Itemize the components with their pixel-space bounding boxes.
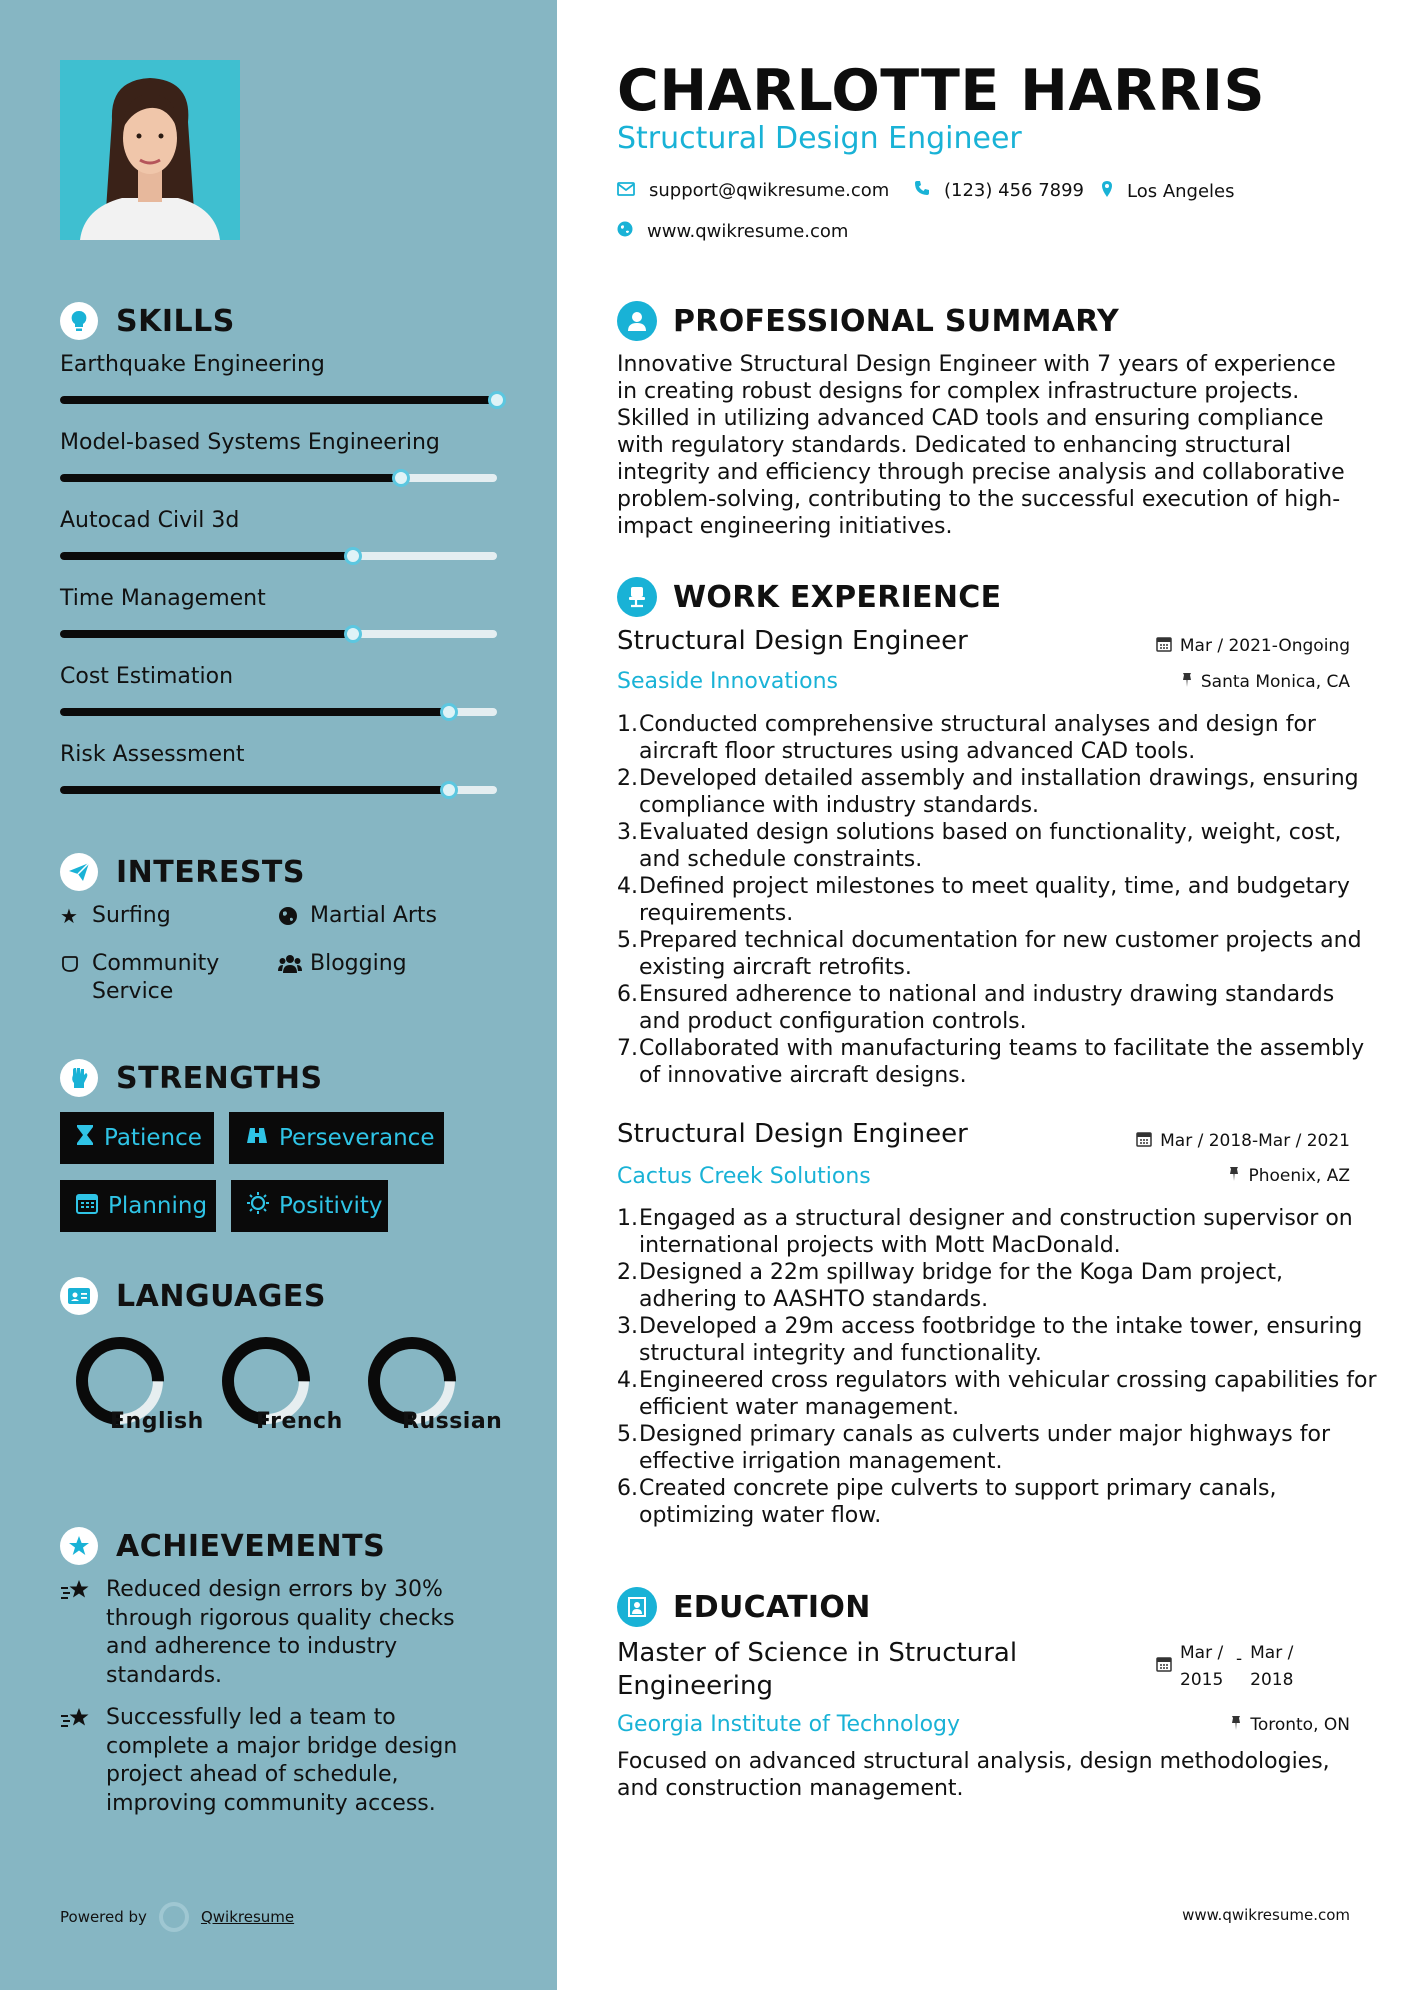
duty-number: 5. — [617, 928, 638, 953]
job-title: Structural Design Engineer — [617, 626, 968, 656]
education-start: Mar / 2015 — [1180, 1643, 1224, 1690]
job-dates — [1136, 1131, 1350, 1151]
sidebar — [0, 0, 557, 1990]
skill-level-knob — [440, 781, 458, 799]
education-location — [1230, 1715, 1350, 1735]
achievement-text: Reduced design errors by 30% through rigorous quality checks and adherence to industry standards. — [106, 1577, 455, 1688]
strengths-title: STRENGTHS — [116, 1060, 323, 1096]
powered-by-label: Powered by — [60, 1908, 147, 1926]
sun-icon — [247, 1192, 269, 1220]
job-duties — [617, 1205, 1377, 1529]
duty-item — [617, 1205, 1377, 1259]
duty-item — [617, 1259, 1377, 1313]
skill-label: Earthquake Engineering — [60, 352, 325, 377]
phone-icon — [914, 180, 930, 201]
degree-title: Master of Science in Structural Engineering — [617, 1638, 1018, 1701]
interest-label: Blogging — [310, 951, 407, 976]
skill-label: Model-based Systems Engineering — [60, 430, 440, 455]
qwikresume-logo — [159, 1902, 189, 1932]
pushpin-icon — [1181, 672, 1193, 692]
duty-number: 4. — [617, 874, 638, 899]
education-heading — [617, 1587, 871, 1627]
email-text: support@qwikresume.com — [649, 180, 890, 201]
duty-text: Prepared technical documentation for new customer projects and existing aircraft retrofits. — [639, 928, 1362, 980]
star-icon: ★ — [60, 904, 78, 928]
education-text: Focused on advanced structural analysis, design methodologies, and construction management. — [617, 1749, 1330, 1801]
skill-item — [60, 352, 500, 377]
interest-item — [60, 950, 242, 1006]
main-content — [557, 0, 1407, 1990]
education-school: Georgia Institute of Technology — [617, 1712, 961, 1737]
language-label: Russian — [402, 1409, 503, 1434]
job-duties — [617, 711, 1377, 1089]
hourglass-icon — [76, 1124, 94, 1152]
strength-label: Positivity — [279, 1193, 383, 1219]
duty-text: Designed a 22m spillway bridge for the Koga Dam project, adhering to AASHTO standards. — [639, 1260, 1283, 1312]
job-location-text: Phoenix, AZ — [1248, 1166, 1350, 1186]
pushpin-icon — [1230, 1715, 1242, 1735]
strength-badge — [231, 1180, 388, 1232]
summary-title: PROFESSIONAL SUMMARY — [673, 303, 1120, 339]
duty-text: Developed a 29m access footbridge to the intake tower, ensuring structural integrity and functionality. — [639, 1314, 1363, 1366]
duty-text: Engaged as a structural designer and construction supervisor on international projects with Mott MacDonald. — [639, 1206, 1353, 1258]
location-text: Los Angeles — [1127, 181, 1235, 202]
skill-label: Autocad Civil 3d — [60, 508, 240, 533]
pushpin-icon — [1228, 1166, 1240, 1186]
contact-website[interactable] — [617, 221, 848, 242]
education-end: Mar / 2018 — [1250, 1643, 1294, 1690]
calendar-icon — [76, 1192, 98, 1220]
skill-bar-fill — [60, 396, 497, 404]
skill-item — [60, 742, 500, 767]
achievement-text: Successfully led a team to complete a major bridge design project ahead of schedule, improving community access. — [106, 1705, 458, 1816]
language-label: English — [110, 1409, 204, 1434]
duty-item — [617, 981, 1377, 1035]
languages-heading — [60, 1277, 326, 1315]
shooting-star-icon — [60, 1704, 94, 1818]
duty-text: Conducted comprehensive structural analyses and design for aircraft floor structures using advanced CAD tools. — [639, 712, 1316, 764]
job-dates-text: Mar / 2018-Mar / 2021 — [1160, 1131, 1350, 1151]
duty-number: 3. — [617, 1314, 638, 1339]
skill-bar-fill — [60, 474, 401, 482]
interest-label: Surfing — [92, 903, 171, 928]
skill-bar-fill — [60, 630, 353, 638]
contact-location — [1101, 180, 1235, 203]
strength-badge — [60, 1180, 216, 1232]
skill-bar-fill — [60, 552, 353, 560]
duty-item — [617, 1421, 1377, 1475]
duty-item — [617, 1367, 1377, 1421]
skill-bar — [60, 474, 497, 482]
duty-item — [617, 765, 1377, 819]
strengths-heading — [60, 1059, 323, 1097]
graduate-icon — [617, 1587, 657, 1627]
summary-heading — [617, 301, 1119, 341]
interest-item — [278, 902, 437, 933]
profile-photo — [60, 60, 240, 240]
contact-email[interactable] — [617, 180, 889, 201]
star-badge-icon — [60, 1527, 98, 1565]
paper-plane-icon — [60, 853, 98, 891]
phone-text: (123) 456 7899 — [944, 180, 1085, 201]
job-company: Cactus Creek Solutions — [617, 1164, 871, 1189]
powered-by — [60, 1902, 294, 1932]
duty-text: Evaluated design solutions based on functionality, weight, cost, and schedule constraints. — [639, 820, 1342, 872]
duty-number: 2. — [617, 1260, 638, 1285]
duty-text: Engineered cross regulators with vehicular crossing capabilities for efficient water management. — [639, 1368, 1377, 1420]
skill-item — [60, 508, 500, 533]
education-title: EDUCATION — [673, 1589, 871, 1625]
interest-label: Community Service — [92, 951, 220, 1004]
duty-number: 5. — [617, 1422, 638, 1447]
lightbulb-icon — [60, 302, 98, 340]
duty-number: 2. — [617, 766, 638, 791]
interests-heading — [60, 853, 305, 891]
strength-badge — [229, 1112, 444, 1164]
duty-text: Collaborated with manufacturing teams to facilitate the assembly of innovative aircraft designs. — [639, 1036, 1365, 1088]
languages-title: LANGUAGES — [116, 1278, 326, 1314]
strength-label: Planning — [108, 1193, 208, 1219]
duty-item — [617, 1475, 1377, 1529]
user-icon — [617, 301, 657, 341]
globe-icon — [278, 902, 300, 933]
duty-number: 6. — [617, 982, 638, 1007]
duty-item — [617, 711, 1377, 765]
job-location — [1181, 672, 1350, 692]
skill-label: Cost Estimation — [60, 664, 234, 689]
job-company: Seaside Innovations — [617, 669, 838, 694]
calendar-icon — [1136, 1131, 1152, 1151]
experience-heading — [617, 577, 1001, 617]
shooting-star-icon — [60, 1576, 94, 1690]
candidate-name: CHARLOTTE HARRIS — [617, 58, 1265, 124]
skill-label: Time Management — [60, 586, 266, 611]
globe-icon — [617, 221, 633, 242]
contact-phone[interactable] — [914, 180, 1084, 201]
job-dates-text: Mar / 2021-Ongoing — [1179, 636, 1350, 656]
portrait-illustration — [60, 60, 240, 240]
fist-icon — [60, 1059, 98, 1097]
id-card-icon — [60, 1277, 98, 1315]
candidate-role: Structural Design Engineer — [617, 121, 1022, 156]
duty-item — [617, 927, 1377, 981]
skill-bar — [60, 708, 497, 716]
skills-heading — [60, 302, 235, 340]
skills-title: SKILLS — [116, 303, 235, 339]
education-dates — [1156, 1640, 1302, 1694]
job-dates — [1156, 636, 1350, 656]
calendar-icon — [1156, 1654, 1172, 1694]
skill-label: Risk Assessment — [60, 742, 245, 767]
education-location-text: Toronto, ON — [1250, 1715, 1350, 1735]
hand-icon — [60, 950, 82, 1006]
duty-item — [617, 1313, 1377, 1367]
skill-bar — [60, 396, 497, 404]
website-text: www.qwikresume.com — [647, 221, 849, 242]
skill-level-knob — [344, 547, 362, 565]
education-date-separator: - — [1236, 1649, 1243, 1669]
skill-level-knob — [440, 703, 458, 721]
job-location-text: Santa Monica, CA — [1200, 672, 1350, 692]
job-title: Structural Design Engineer — [617, 1119, 968, 1149]
skill-bar — [60, 786, 497, 794]
binoculars-icon — [245, 1125, 269, 1151]
interest-item — [278, 950, 407, 982]
summary-text: Innovative Structural Design Engineer with 7 years of experience in creating robust designs for complex infrastructure projects. Skilled in utilizing advanced CAD tools and ensuring compliance with regulatory standards. Dedicated to enhancing structural integrity and efficiency through precise analysis and collaborative problem-solving, contributing to the successful execution of high-impact engineering initiatives. — [617, 352, 1345, 539]
duty-item — [617, 1035, 1377, 1089]
experience-title: WORK EXPERIENCE — [673, 579, 1002, 615]
language-item — [196, 1333, 343, 1434]
skill-level-knob — [488, 391, 506, 409]
duty-item — [617, 873, 1377, 927]
achievements-heading — [60, 1527, 385, 1565]
duty-text: Designed primary canals as culverts under major highways for effective irrigation management. — [639, 1422, 1330, 1474]
achievements-title: ACHIEVEMENTS — [116, 1528, 386, 1564]
duty-text: Defined project milestones to meet quality, time, and budgetary requirements. — [639, 874, 1350, 926]
language-item — [50, 1333, 204, 1434]
interest-label: Martial Arts — [310, 903, 438, 928]
language-label: French — [256, 1409, 343, 1434]
duty-number: 3. — [617, 820, 638, 845]
envelope-icon — [617, 180, 635, 201]
map-pin-icon — [1101, 180, 1113, 203]
users-icon — [278, 950, 300, 982]
interest-item — [60, 902, 171, 930]
strength-label: Perseverance — [279, 1125, 435, 1151]
skill-level-knob — [344, 625, 362, 643]
footer-url[interactable]: www.qwikresume.com — [1182, 1906, 1350, 1924]
duty-item — [617, 819, 1377, 873]
language-item — [342, 1333, 503, 1434]
skill-bar — [60, 630, 497, 638]
skill-bar-fill — [60, 786, 449, 794]
job-location — [1228, 1166, 1350, 1186]
chair-icon — [617, 577, 657, 617]
skill-bar — [60, 552, 497, 560]
duty-number: 7. — [617, 1036, 638, 1061]
duty-number: 4. — [617, 1368, 638, 1393]
duty-text: Developed detailed assembly and installation drawings, ensuring compliance with industry standards. — [639, 766, 1359, 818]
duty-text: Created concrete pipe culverts to support primary canals, optimizing water flow. — [639, 1476, 1277, 1528]
skill-bar-fill — [60, 708, 449, 716]
qwikresume-link[interactable]: Qwikresume — [200, 1908, 295, 1926]
duty-text: Ensured adherence to national and industry drawing standards and product configuration controls. — [639, 982, 1335, 1034]
skill-item — [60, 664, 500, 689]
interests-title: INTERESTS — [116, 854, 305, 890]
strength-badge — [60, 1112, 214, 1164]
duty-number: 1. — [617, 1206, 638, 1231]
skill-level-knob — [392, 469, 410, 487]
calendar-icon — [1156, 636, 1172, 656]
duty-number: 6. — [617, 1476, 638, 1501]
strength-label: Patience — [104, 1125, 202, 1151]
achievement-item — [60, 1704, 490, 1818]
achievement-item — [60, 1576, 490, 1690]
duty-number: 1. — [617, 712, 638, 737]
skill-item — [60, 430, 500, 455]
skill-item — [60, 586, 500, 611]
